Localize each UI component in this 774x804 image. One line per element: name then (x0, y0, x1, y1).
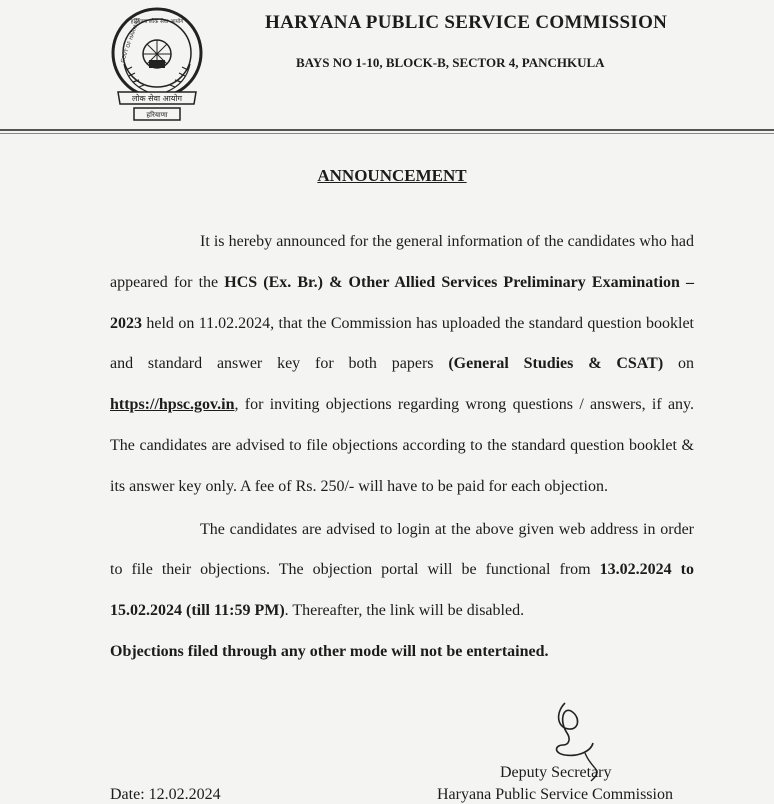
paragraph-text: . Thereafter, the link will be disabled. (284, 602, 525, 620)
svg-text:हरियाणा लोक सेवा आयोग: हरियाणा लोक सेवा आयोग (130, 19, 184, 25)
svg-text:हरियाणा: हरियाणा (146, 111, 168, 119)
paragraph-text: , for inviting objections regarding wrong questions / answers, if any. The candidates are advised to file objections according to the standard question booklet & its answer key only. A fee of Rs. 250/- will have to be paid for each objection. (110, 396, 694, 495)
announcement-heading: ANNOUNCEMENT (317, 166, 467, 185)
header-divider-thin (0, 133, 774, 134)
announcement-paragraph-2 (110, 510, 694, 632)
letterhead (0, 0, 774, 132)
paragraph-text: It is hereby announced for the general information of the candidates who had appeared for the (110, 233, 694, 291)
organization-name: HARYANA PUBLIC SERVICE COMMISSION (265, 12, 668, 33)
svg-text:GOVT OF HARYANA: GOVT OF HARYANA (119, 16, 142, 64)
hpsc-website-link[interactable]: https://hpsc.gov.in (110, 396, 235, 414)
announcement-body (110, 222, 694, 673)
paragraph-text: on (663, 355, 695, 373)
hpsc-emblem-logo (108, 4, 206, 124)
objection-window-dates: 13.02.2024 to 15.02.2024 (till 11:59 PM) (110, 561, 695, 620)
exam-name: HCS (Ex. Br.) & Other Allied Services Preliminary Examination – 2023 (110, 273, 695, 332)
paragraph-text: The candidates are advised to login at the above given web address in order to file their objections. The objection portal will be functional from (110, 520, 694, 579)
signatory-office: Haryana Public Service Commission (437, 786, 673, 803)
header-divider (0, 129, 774, 131)
paper-names: (General Studies & CSAT) (448, 355, 664, 373)
announcement-paragraph-1 (110, 222, 694, 508)
svg-text:लोक सेवा आयोग: लोक सेवा आयोग (131, 94, 183, 103)
issue-date: Date: 12.02.2024 (110, 786, 221, 803)
signatory-designation: Deputy Secretary (500, 764, 612, 781)
organization-address: BAYS NO 1-10, BLOCK-B, SECTOR 4, PANCHKULA (296, 55, 605, 70)
paragraph-text: held on 11.02.2024, that the Commission has uploaded the standard question booklet and standard answer key for both papers (110, 314, 694, 373)
closing-note: Objections filed through any other mode will not be entertained. (110, 642, 549, 660)
